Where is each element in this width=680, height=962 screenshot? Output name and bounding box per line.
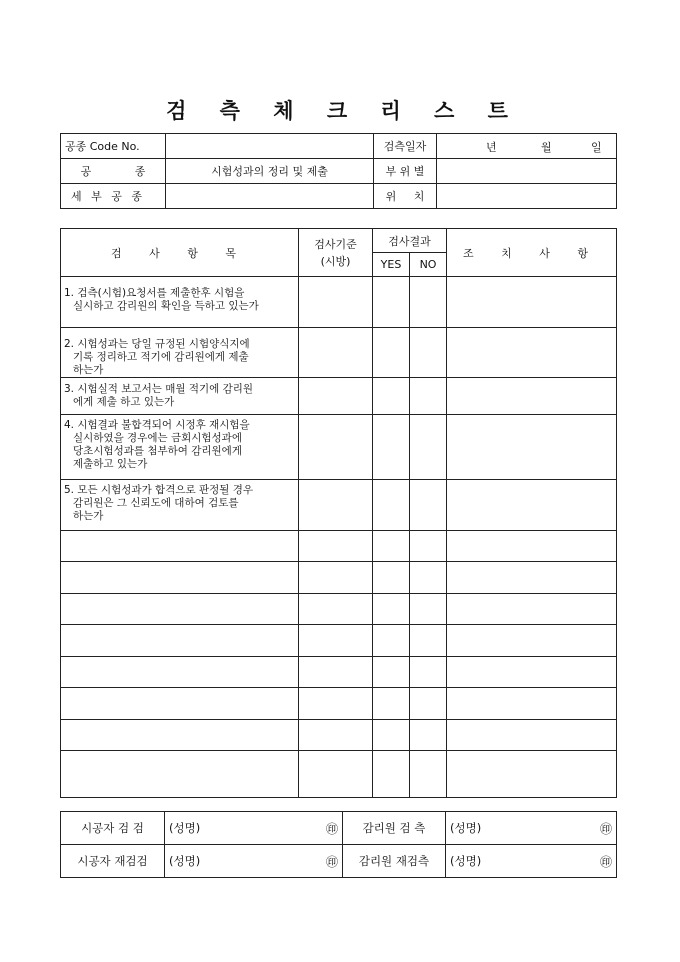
name-placeholder: (성명): [169, 820, 201, 835]
yes-cell[interactable]: [373, 277, 410, 328]
yes-cell[interactable]: [373, 531, 410, 562]
yes-cell[interactable]: [373, 594, 410, 625]
item-number: 5.: [64, 484, 75, 496]
action-cell[interactable]: [447, 328, 617, 378]
action-cell[interactable]: [447, 594, 617, 625]
item-cell[interactable]: [61, 657, 299, 688]
no-cell[interactable]: [410, 277, 447, 328]
checklist-table: [60, 228, 617, 798]
action-cell[interactable]: [447, 415, 617, 480]
item-number: 2.: [64, 338, 75, 350]
item-text-line: 모든 시험성과가 합격으로 판정될 경우: [77, 484, 254, 496]
item-cell[interactable]: [61, 594, 299, 625]
no-cell[interactable]: [410, 751, 447, 798]
code-label: 공종 Code No.: [61, 134, 166, 159]
standard-cell[interactable]: [299, 720, 373, 751]
empty-row: [61, 531, 617, 562]
seal-icon: ㊞: [325, 821, 338, 836]
name-placeholder: (성명): [450, 820, 482, 835]
table-row: [61, 480, 617, 531]
standard-cell[interactable]: [299, 688, 373, 720]
standard-cell[interactable]: [299, 378, 373, 415]
no-cell[interactable]: [410, 531, 447, 562]
action-cell[interactable]: [447, 277, 617, 328]
item-cell[interactable]: [61, 720, 299, 751]
standard-cell[interactable]: [299, 657, 373, 688]
seal-icon: ㊞: [599, 854, 612, 869]
seal-icon: ㊞: [599, 821, 612, 836]
check-item-5: [61, 480, 299, 531]
no-cell[interactable]: [410, 415, 447, 480]
item-text-line: 제출하고 있는가: [73, 458, 148, 470]
header-standard-line1: 검사기준: [314, 237, 357, 251]
contractor-recheck-sign[interactable]: [165, 845, 343, 878]
supervisor-check-sign[interactable]: [446, 812, 617, 845]
location-value[interactable]: [437, 184, 617, 209]
supervisor-recheck-label: 감리원 재검측: [343, 845, 446, 878]
date-month: 월: [541, 141, 552, 154]
check-item-2: [61, 328, 299, 378]
signature-table: [60, 811, 617, 878]
yes-cell[interactable]: [373, 415, 410, 480]
no-cell[interactable]: [410, 688, 447, 720]
standard-cell[interactable]: [299, 594, 373, 625]
item-text-line: 시험성과는 당일 규정된 시험양식지에: [77, 338, 250, 350]
contractor-recheck-label: 시공자 재검검: [61, 845, 165, 878]
standard-cell[interactable]: [299, 415, 373, 480]
action-cell[interactable]: [447, 480, 617, 531]
empty-row: [61, 688, 617, 720]
action-cell[interactable]: [447, 688, 617, 720]
header-standard: [299, 229, 373, 277]
date-day: 일: [591, 141, 602, 154]
item-text-line: 감리원은 그 신뢰도에 대하여 검토를: [73, 497, 239, 509]
table-row: [61, 378, 617, 415]
item-text-line: 실시하고 감리원의 확인을 득하고 있는가: [73, 300, 259, 312]
action-cell[interactable]: [447, 720, 617, 751]
header-yes: YES: [373, 253, 410, 277]
item-cell[interactable]: [61, 688, 299, 720]
contractor-check-sign[interactable]: [165, 812, 343, 845]
item-text-line: 당초시험성과를 첨부하여 감리원에게: [73, 445, 242, 457]
check-item-4: [61, 415, 299, 480]
date-label: 검측일자: [374, 134, 437, 159]
header-result: 검사결과: [373, 229, 447, 253]
yes-cell[interactable]: [373, 378, 410, 415]
empty-row: [61, 657, 617, 688]
item-cell[interactable]: [61, 751, 299, 798]
empty-row: [61, 751, 617, 798]
item-text-line: 시험실적 보고서는 매월 적기에 감리원: [77, 383, 254, 395]
item-text-line: 검측(시험)요청서를 제출한후 시험을: [77, 287, 245, 299]
item-text-line: 기록 정리하고 적기에 감리원에게 제출: [73, 351, 249, 363]
action-cell[interactable]: [447, 562, 617, 594]
empty-row: [61, 625, 617, 657]
supervisor-recheck-sign[interactable]: [446, 845, 617, 878]
item-text-line: 에게 제출 하고 있는가: [73, 396, 175, 408]
yes-cell[interactable]: [373, 562, 410, 594]
yes-cell[interactable]: [373, 328, 410, 378]
table-row: [61, 277, 617, 328]
seal-icon: ㊞: [325, 854, 338, 869]
yes-cell[interactable]: [373, 688, 410, 720]
date-year: 년: [486, 141, 497, 154]
item-number: 4.: [64, 419, 75, 431]
no-cell[interactable]: [410, 657, 447, 688]
standard-cell[interactable]: [299, 328, 373, 378]
part-label: 부 위 별: [374, 159, 437, 184]
item-text-line: 실시하였을 경우에는 금회시험성과에: [73, 432, 242, 444]
standard-cell[interactable]: [299, 625, 373, 657]
item-text-line: 하는가: [73, 510, 104, 522]
standard-cell[interactable]: [299, 562, 373, 594]
item-cell[interactable]: [61, 625, 299, 657]
standard-cell[interactable]: [299, 751, 373, 798]
yes-cell[interactable]: [373, 720, 410, 751]
header-action: 조 치 사 항: [447, 229, 617, 277]
detail-label: 세 부 공 종: [61, 184, 166, 209]
work-value[interactable]: 시험성과의 정리 및 제출: [166, 159, 374, 184]
page-title: 검 측 체 크 리 스 트: [166, 98, 514, 123]
item-number: 3.: [64, 383, 75, 395]
info-table: [60, 133, 617, 209]
code-value[interactable]: [166, 134, 374, 159]
contractor-check-label: 시공자 검 검: [61, 812, 165, 845]
table-row: [61, 415, 617, 480]
item-cell[interactable]: [61, 562, 299, 594]
header-standard-line2: (시방): [320, 254, 351, 268]
empty-row: [61, 562, 617, 594]
work-label: 공 종: [61, 159, 166, 184]
no-cell[interactable]: [410, 594, 447, 625]
supervisor-check-label: 감리원 검 측: [343, 812, 446, 845]
standard-cell[interactable]: [299, 277, 373, 328]
detail-value[interactable]: [166, 184, 374, 209]
no-cell[interactable]: [410, 562, 447, 594]
part-value[interactable]: [437, 159, 617, 184]
empty-row: [61, 720, 617, 751]
table-row: [61, 328, 617, 378]
yes-cell[interactable]: [373, 480, 410, 531]
action-cell[interactable]: [447, 531, 617, 562]
yes-cell[interactable]: [373, 751, 410, 798]
header-item: 검 사 항 목: [61, 229, 299, 277]
item-text-line: 시험결과 불합격되어 시정후 재시험을: [77, 419, 250, 431]
check-item-1: [61, 277, 299, 328]
action-cell[interactable]: [447, 657, 617, 688]
date-value[interactable]: [437, 134, 617, 159]
empty-row: [61, 594, 617, 625]
standard-cell[interactable]: [299, 531, 373, 562]
no-cell[interactable]: [410, 378, 447, 415]
action-cell[interactable]: [447, 625, 617, 657]
item-text-line: 하는가: [73, 364, 104, 376]
no-cell[interactable]: [410, 720, 447, 751]
yes-cell[interactable]: [373, 657, 410, 688]
header-no: NO: [410, 253, 447, 277]
no-cell[interactable]: [410, 328, 447, 378]
item-number: 1.: [64, 287, 75, 299]
name-placeholder: (성명): [169, 853, 201, 868]
standard-cell[interactable]: [299, 480, 373, 531]
name-placeholder: (성명): [450, 853, 482, 868]
action-cell[interactable]: [447, 378, 617, 415]
no-cell[interactable]: [410, 480, 447, 531]
action-cell[interactable]: [447, 751, 617, 798]
check-item-3: [61, 378, 299, 415]
no-cell[interactable]: [410, 625, 447, 657]
location-label: 위 치: [374, 184, 437, 209]
yes-cell[interactable]: [373, 625, 410, 657]
item-cell[interactable]: [61, 531, 299, 562]
